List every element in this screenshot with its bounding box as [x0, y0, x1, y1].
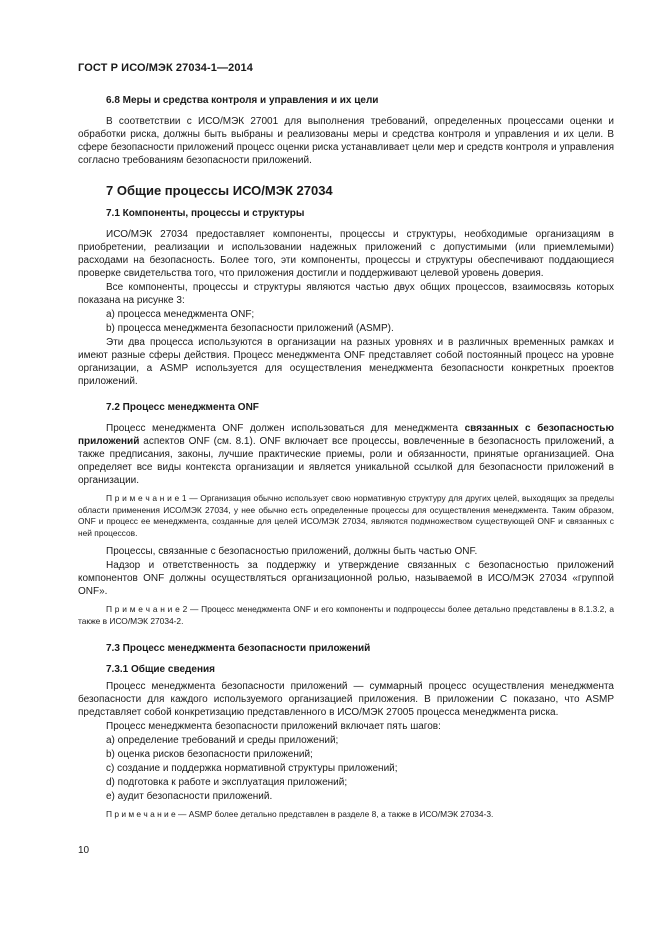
- section-6-8-paragraph: В соответствии с ИСО/МЭК 27001 для выполнения требований, определенных процессами оценки и обработки риска, должны быть выбраны и реализованы меры и средства контроля и управления и их цели. В сфере безопасности приложений процесс оценки риска устанавливает цели мер и средств контроля и управления согласно требованиям безопасности приложений.: [78, 116, 614, 166]
- section-7-3-paragraph-2: Процесс менеджмента безопасности приложений включает пять шагов:: [106, 721, 441, 732]
- section-7-1-paragraph-3: Эти два процесса используются в организации на разных уровнях и в различных временных рамках и имеют разные сферы действия. Процесс менеджмента ONF представляет собой постоянный процесс на уровне организации, а ASMP используется для осуществления менеджмента безопасности конкретных проектов приложений.: [78, 337, 614, 387]
- note-2-text: — Процесс менеджмента ONF и его компоненты и подпроцессы более детально представлены в 8.1.3.2, а также в ИСО/МЭК 27034-2.: [78, 604, 614, 626]
- document-header: ГОСТ Р ИСО/МЭК 27034-1—2014: [78, 62, 253, 74]
- section-7-3-item-a: a) определение требований и среды приложений;: [106, 735, 339, 746]
- section-7-3-1-heading: 7.3.1 Общие сведения: [106, 664, 215, 675]
- section-7-1-paragraph-1: ИСО/МЭК 27034 предоставляет компоненты, процессы и структуры, необходимые организациям в приобретении, реализации и использовании надежных приложений с допустимыми (или приемлемыми) расходами на безопасность. Более того, эти компоненты, процессы и структуры обеспечивают поддающиеся проверке свидетельства того, что приложения достигли и поддерживают целевой уровень доверия.: [78, 229, 614, 279]
- section-7-3-paragraph-1: Процесс менеджмента безопасности приложений — суммарный процесс осуществления менеджмента безопасности для каждого используемого организацией приложения. В приложении C показано, что ASMP представляет собой конкретизацию представленного в ИСО/МЭК 27005 процесса менеджмента риска.: [78, 681, 614, 718]
- section-7-2-paragraph-3: Надзор и ответственность за поддержку и утверждение связанных с безопасностью приложений компонентов ONF должны осуществляться организационной ролью, называемой в ИСО/МЭК 27034 «группой ONF».: [78, 560, 614, 597]
- section-7-3-heading: 7.3 Процесс менеджмента безопасности приложений: [106, 643, 371, 654]
- section-7-1-item-a: a) процесса менеджмента ONF;: [106, 309, 255, 320]
- note-1-label: П р и м е ч а н и е 1: [106, 493, 187, 503]
- section-7-3-item-d: d) подготовка к работе и эксплуатация приложений;: [106, 777, 348, 788]
- section-7-1-paragraph-2: Все компоненты, процессы и структуры являются частью двух общих процессов, взаимосвязь которых показана на рисунке 3:: [78, 282, 614, 306]
- note-1-text: — Организация обычно использует свою нормативную структуру для других целей, выходящих за пределы области применения ИСО/МЭК 27034, у нее обычно есть определенные процессы для осуществления менеджмента. Таким образом, ONF и процесс ее менеджмента, созданные для целей ИСО/МЭК 27034, являются подмножеством существующей ONF и связанных с ней процессов.: [78, 493, 614, 538]
- note-1: [78, 493, 614, 539]
- section-7-3-item-e: e) аудит безопасности приложений.: [106, 791, 273, 802]
- document-body: [78, 90, 614, 827]
- section-7-3-item-c: c) создание и поддержка нормативной структуры приложений;: [106, 763, 398, 774]
- note-2: [78, 604, 614, 627]
- section-6-8-heading: 6.8 Меры и средства контроля и управления и их цели: [106, 95, 379, 106]
- bold-phrase: связанных с безопасностью приложений: [78, 423, 614, 447]
- section-7-1-heading: 7.1 Компоненты, процессы и структуры: [106, 208, 305, 219]
- note-2-label: П р и м е ч а н и е 2: [106, 604, 188, 614]
- note-3-label: П р и м е ч а н и е: [106, 809, 176, 819]
- section-7-2-paragraph-1: Процесс менеджмента ONF должен использоваться для менеджмента связанных с безопасностью приложений аспектов ONF (см. 8.1). ONF включает все процессы, вовлеченные в безопасность приложений, а также предписания, законы, лучшие практические приемы, роли и обязанности, принятые организацией. Она определяет все виды контекста организации и является уникальной ссылкой для безопасности приложений в организации.: [78, 423, 614, 486]
- section-7-heading: 7 Общие процессы ИСО/МЭК 27034: [106, 183, 333, 198]
- note-3-text: — ASMP более детально представлен в разделе 8, а также в ИСО/МЭК 27034-3.: [175, 809, 494, 819]
- section-7-3-item-b: b) оценка рисков безопасности приложений;: [106, 749, 313, 760]
- section-7-2-heading: 7.2 Процесс менеджмента ONF: [106, 402, 259, 413]
- page-number: 10: [78, 845, 90, 856]
- section-7-2-paragraph-2: Процессы, связанные с безопасностью приложений, должны быть частью ONF.: [106, 546, 478, 557]
- note-3: [78, 809, 614, 821]
- section-7-1-item-b: b) процесса менеджмента безопасности приложений (ASMP).: [106, 323, 394, 334]
